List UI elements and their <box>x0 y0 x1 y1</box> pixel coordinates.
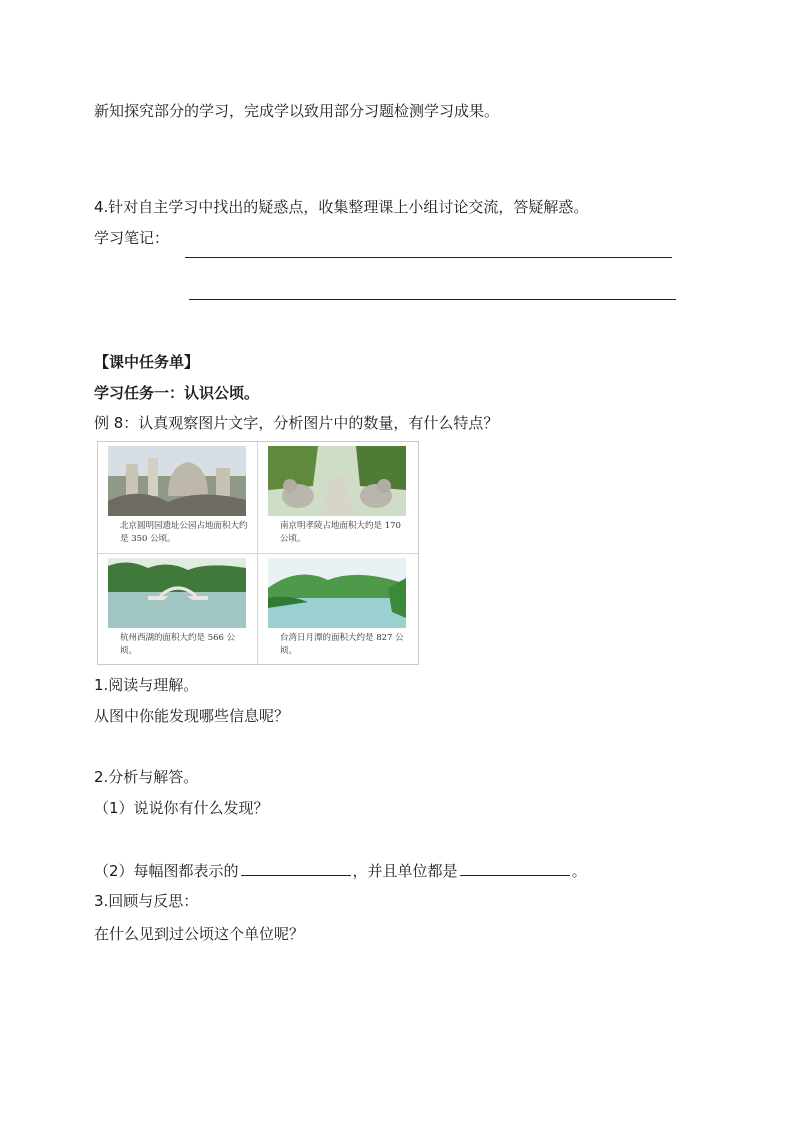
q1-title: 1.阅读与理解。 <box>94 676 199 694</box>
notes-line-2 <box>189 299 676 300</box>
item-4: 4.针对自主学习中找出的疑惑点，收集整理课上小组讨论交流，答疑解惑。 <box>94 198 589 216</box>
q1-text: 从图中你能发现哪些信息呢？ <box>94 707 290 725</box>
picture-caption: 南京明孝陵占地面积大约是 170 公顷。 <box>280 521 401 544</box>
picture-caption: 杭州西湖的面积大约是 566 公顷。 <box>120 633 236 656</box>
q3-title: 3.回顾与反思： <box>94 892 199 910</box>
picture-cell <box>258 442 416 552</box>
q2-2 <box>94 861 587 881</box>
q2-2-text-b: ，并且单位都是 <box>352 862 458 880</box>
picture-cell <box>98 442 256 552</box>
q2-title: 2.分析与解答。 <box>94 768 199 786</box>
picture-grid <box>97 441 419 665</box>
picture-cell <box>258 554 416 664</box>
picture-caption: 北京圆明园遗址公园占地面积大约是 350 公顷。 <box>120 521 248 544</box>
task1-title: 学习任务一：认识公顷。 <box>94 384 260 402</box>
intro-line: 新知探究部分的学习，完成学以致用部分习题检测学习成果。 <box>94 102 500 120</box>
notes-line-1 <box>185 257 672 258</box>
ruins-photo <box>108 446 246 516</box>
section-title: 【课中任务单】 <box>94 353 200 371</box>
q3-text: 在什么见到过公顷这个单位呢？ <box>94 925 305 943</box>
picture-caption: 台湾日月潭的面积大约是 827 公顷。 <box>280 633 404 656</box>
q2-2-text-a: （2）每幅图都表示的 <box>94 862 239 880</box>
q2-2-text-c: 。 <box>571 862 587 880</box>
picture-cell <box>98 554 256 664</box>
answer-blank[interactable] <box>460 861 570 876</box>
q2-1: （1）说说你有什么发现？ <box>94 799 269 817</box>
west-lake-bridge-photo <box>108 558 246 628</box>
answer-blank[interactable] <box>241 861 351 876</box>
notes-label: 学习笔记： <box>94 229 170 247</box>
stone-lions-photo <box>268 446 406 516</box>
sun-moon-lake-photo <box>268 558 406 628</box>
example-8: 例 8：认真观察图片文字，分析图片中的数量，有什么特点？ <box>94 414 499 432</box>
